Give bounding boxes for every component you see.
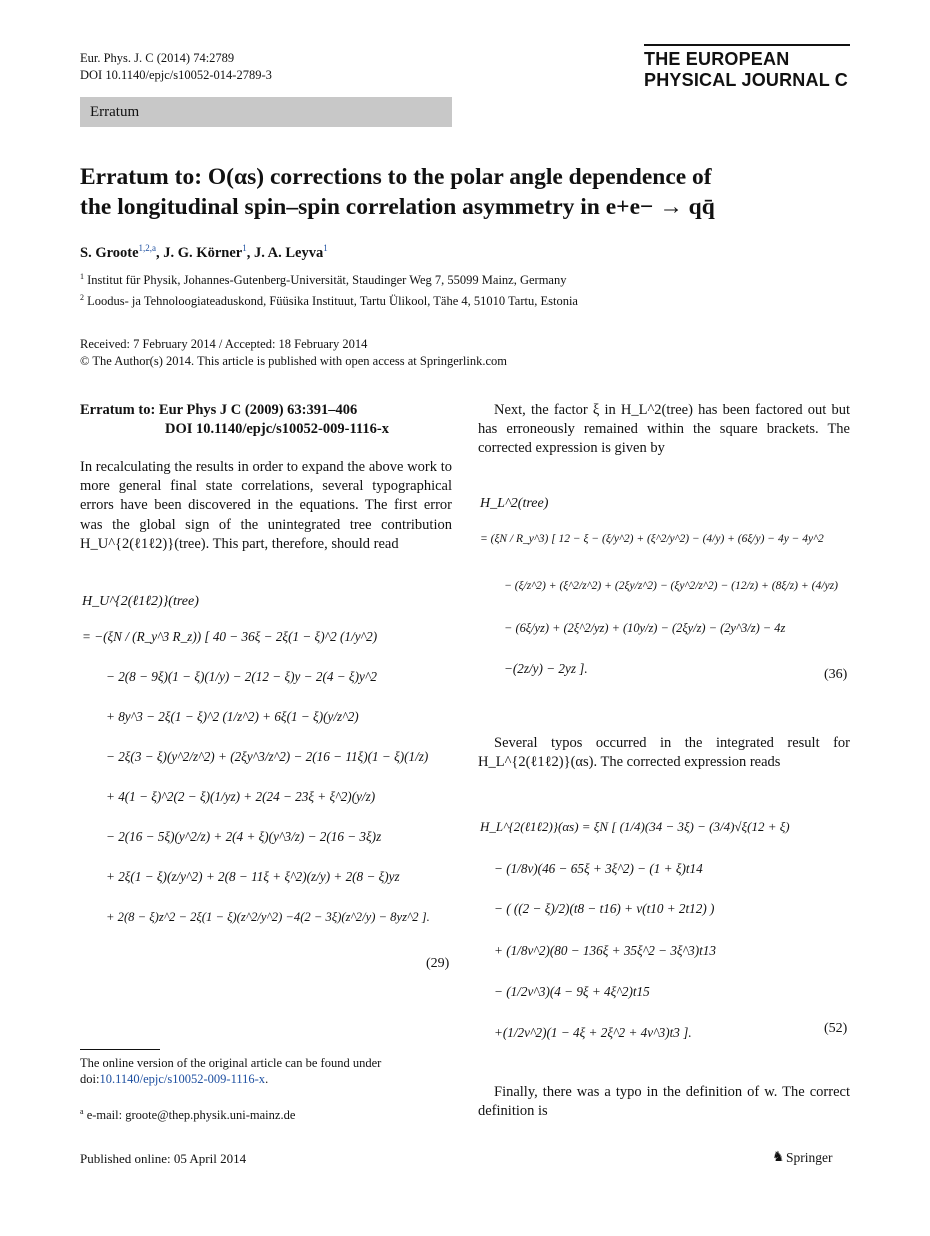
author-affiliation-marker[interactable]: 1,2,a [138, 243, 157, 253]
left-column-heading [80, 401, 452, 439]
author-affiliation-marker[interactable]: 1 [323, 243, 328, 253]
journal-reference [80, 50, 272, 84]
equation-line: H_U^{2(ℓ1ℓ2)}(tree) [82, 594, 199, 609]
publisher-name: Springer [786, 1150, 833, 1165]
right-paragraph-1: Next, the factor ξ in H_L^2(tree) has been factored out but has erroneously remained within the square brackets. The corrected expression is given by [478, 402, 850, 457]
author-name: S. Groote [80, 244, 139, 261]
journal-brand-line2: PHYSICAL JOURNAL C [644, 70, 848, 90]
right-paragraph-2: Several typos occurred in the integrated result for H_L^{2(ℓ1ℓ2)}(αs). The corrected expression reads [478, 735, 850, 771]
equation-line: +(1/2v^2)(1 − 4ξ + 2ξ^2 + 4v^3)t3 ]. [494, 1025, 692, 1040]
online-version-text: The online version of the original article can be found under [80, 1056, 382, 1070]
equation-line: − (6ξ/yz) + (2ξ^2/yz) + (10y/z) − (2ξy/z) − (2y^3/z) − 4z [504, 621, 786, 635]
online-version-doi: doi:10.1140/epjc/s10052-009-1116-x. [80, 1072, 269, 1086]
erratum-reference-doi: DOI 10.1140/epjc/s10052-009-1116-x [165, 421, 389, 437]
email-footnote-marker: a [80, 1107, 84, 1116]
equation-line: = −(ξN / (R_y^3 R_z)) [ 40 − 36ξ − 2ξ(1 − ξ)^2 (1/y^2) [82, 629, 378, 644]
footnote-divider [80, 1049, 160, 1050]
equation-line: H_L^{2(ℓ1ℓ2)}(αs) = ξN [ (1/4)(34 − 3ξ) − (3/4)√ξ(12 + ξ) [480, 819, 790, 834]
equation-36 [478, 492, 850, 692]
equation-line: − 2ξ(3 − ξ)(y^2/z^2) + (2ξy^3/z^2) − 2(16 − 11ξ)(1 − ξ)(1/z) [106, 749, 429, 764]
received-accepted: Received: 7 February 2014 / Accepted: 18 February 2014 [80, 337, 368, 351]
equation-number: (29) [426, 956, 450, 971]
title-line2: the longitudinal spin–spin correlation asymmetry in e+e− → qq̄ [80, 194, 715, 220]
publication-date: Published online: 05 April 2014 [80, 1151, 247, 1166]
article-title [80, 162, 850, 222]
affiliation-item: $^1$ Institut für Physik, Johannes-Gutenberg-Universität, Staudinger Weg 7, 55099 Mainz, Germany [80, 272, 567, 288]
journal-citation: Eur. Phys. J. C (2014) 74:2789 [80, 51, 235, 65]
equation-number: (36) [824, 667, 848, 682]
email-footnote [80, 1104, 295, 1123]
article-doi: DOI 10.1140/epjc/s10052-014-2789-3 [80, 68, 272, 82]
left-paragraph-1: In recalculating the results in order to expand the above work to more general final state correlations, several typographical errors have been discovered in the equations. The first error was the global sign of the unintegrated tree contribution H_U^{2(ℓ1ℓ2)}(tree). This part, therefore, should read [80, 459, 452, 552]
equation-29 [80, 590, 452, 975]
equation-line: − 2(16 − 5ξ)(y^2/z) + 2(4 + ξ)(y^3/z) − 2(16 − 3ξ)z [106, 829, 382, 844]
equation-52 [478, 810, 850, 1055]
author-list: S. Groote$^{1,2,a}$, J. G. Körner$^1$, J. A. Leyva$^1$ [80, 243, 328, 261]
article-type-bar: Erratum [80, 97, 452, 127]
copyright-notice: © The Author(s) 2014. This article is published with open access at Springerlink.com [80, 354, 508, 368]
equation-line: H_L^2(tree) [480, 496, 549, 511]
right-paragraph-3: Finally, there was a typo in the definition of w. The correct definition is [478, 1084, 850, 1120]
title-line1: Erratum to: O(αs) corrections to the polar angle dependence of [80, 164, 712, 190]
equation-line: = (ξN / R_y^3) [ 12 − ξ − (ξ/y^2) + (ξ^2/y^2) − (4/y) + (6ξ/y) − 4y − 4y^2 [480, 533, 824, 545]
equation-line: − (1/8v)(46 − 65ξ + 3ξ^2) − (1 + ξ)t14 [494, 861, 703, 876]
journal-brand-line1: THE EUROPEAN [644, 49, 790, 69]
equation-line: −(2z/y) − 2yz ]. [504, 661, 588, 676]
equation-line: + 2ξ(1 − ξ)(z/y^2) + 2(8 − 11ξ + ξ^2)(z/y) + 2(8 − ξ)yz [106, 869, 400, 884]
equation-line: − (ξ/z^2) + (ξ^2/z^2) + (2ξy/z^2) − (ξy^2/z^2) − (12/z) + (8ξ/z) + (4/yz) [504, 579, 838, 592]
springer-horse-icon: ♞ [772, 1150, 785, 1165]
online-version-footnote [80, 1055, 452, 1087]
equation-line: + 8y^3 − 2ξ(1 − ξ)^2 (1/z^2) + 6ξ(1 − ξ)(y/z^2) [106, 709, 359, 724]
author-email[interactable]: e-mail: groote@thep.physik.uni-mainz.de [86, 1108, 296, 1123]
author-name: J. G. Körner [163, 244, 243, 261]
author-name: J. A. Leyva [253, 244, 324, 261]
author-affiliation-marker[interactable]: 1 [242, 243, 247, 253]
equation-line: + (1/8v^2)(80 − 136ξ + 35ξ^2 − 3ξ^3)t13 [494, 943, 716, 958]
affiliation-item: $^2$ Loodus- ja Tehnoloogiateaduskond, Füüsika Instituut, Tartu Ülikool, Tähe 4, 51010 Tartu, Estonia [80, 293, 578, 309]
affiliations [80, 268, 578, 310]
original-article-doi-link[interactable]: 10.1140/epjc/s10052-009-1116-x [99, 1072, 266, 1086]
equation-line: + 4(1 − ξ)^2(2 − ξ)(1/yz) + 2(24 − 23ξ + ξ^2)(y/z) [106, 789, 376, 804]
equation-number: (52) [824, 1021, 848, 1036]
equation-line: − 2(8 − 9ξ)(1 − ξ)(1/y) − 2(12 − ξ)y − 2(4 − ξ)y^2 [106, 669, 377, 684]
article-dates [80, 336, 507, 370]
equation-line: + 2(8 − ξ)z^2 − 2ξ(1 − ξ)(z^2/y^2) −4(2 − 3ξ)(z^2/y) − 8yz^2 ]. [106, 910, 430, 924]
erratum-reference-heading: Erratum to: Eur Phys J C (2009) 63:391–406 [80, 402, 358, 418]
equation-line: − (1/2v^3)(4 − 9ξ + 4ξ^2)t15 [494, 984, 650, 999]
equation-line: − ( ((2 − ξ)/2)(t8 − t16) + v(t10 + 2t12) ) [494, 901, 715, 916]
journal-brand [644, 44, 850, 91]
